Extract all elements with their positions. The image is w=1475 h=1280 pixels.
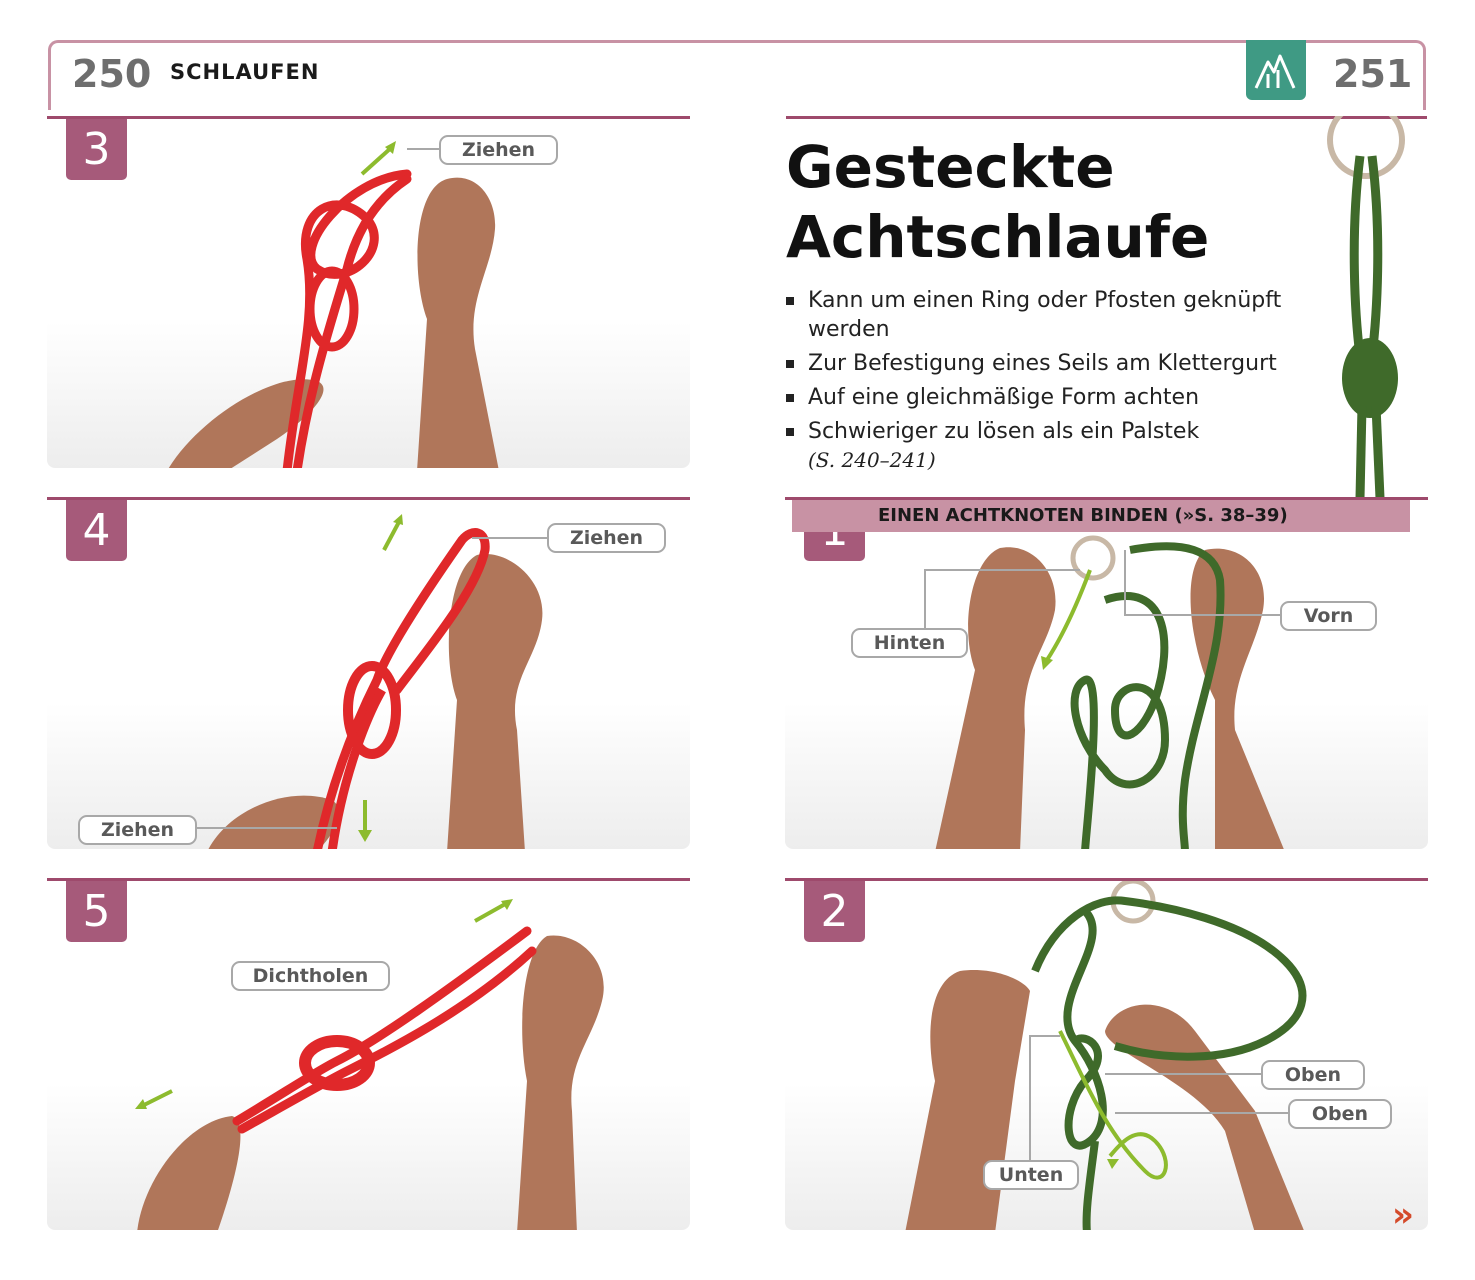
binding-note: EINEN ACHTKNOTEN BINDEN (»S. 38–39) [878,505,1288,526]
step-2-illustration [785,881,1428,1230]
step-number: 5 [66,881,127,942]
finished-knot-illustration [1310,116,1426,498]
next-page-arrow[interactable]: » [1392,1195,1414,1235]
page-title [786,132,1209,272]
step-1-panel [785,497,1428,849]
step-number: 3 [66,119,127,180]
label-dichtholen: Dichtholen [231,961,390,991]
step-3-panel [47,116,690,468]
step-5-panel [47,878,690,1230]
list-item: Zur Befestigung eines Seils am Klettergurt [786,349,1306,378]
list-item: Kann um einen Ring oder Pfosten geknüpft werden [786,286,1306,344]
step-1-illustration [785,500,1428,849]
step-2-panel [785,878,1428,1230]
section-title: SCHLAUFEN [170,60,320,84]
step-5-illustration [47,881,690,1230]
list-item: Auf eine gleichmäßige Form achten [786,383,1306,412]
label-unten: Unten [983,1160,1079,1190]
mountain-icon [1246,40,1306,100]
feature-list [786,286,1306,480]
step-4-panel [47,497,690,849]
step-3-illustration [47,119,690,468]
label-hinten: Hinten [851,628,968,658]
list-item-text: Schwieriger zu lösen als ein Palstek [808,419,1200,444]
step-number: 4 [66,500,127,561]
list-item [786,417,1306,475]
left-page-number: 250 [72,52,152,96]
label-ziehen: Ziehen [439,135,558,165]
label-oben-2: Oben [1288,1099,1392,1129]
page-reference: (S. 240–241) [808,448,936,472]
step-number: 2 [804,881,865,942]
label-oben-1: Oben [1261,1060,1365,1090]
label-vorn: Vorn [1280,601,1377,631]
label-ziehen-top: Ziehen [547,523,666,553]
title-line-1: Gesteckte [786,133,1115,201]
title-line-2: Achtschlaufe [786,203,1210,271]
right-page-number: 251 [1333,52,1413,96]
label-ziehen-bottom: Ziehen [78,815,197,845]
